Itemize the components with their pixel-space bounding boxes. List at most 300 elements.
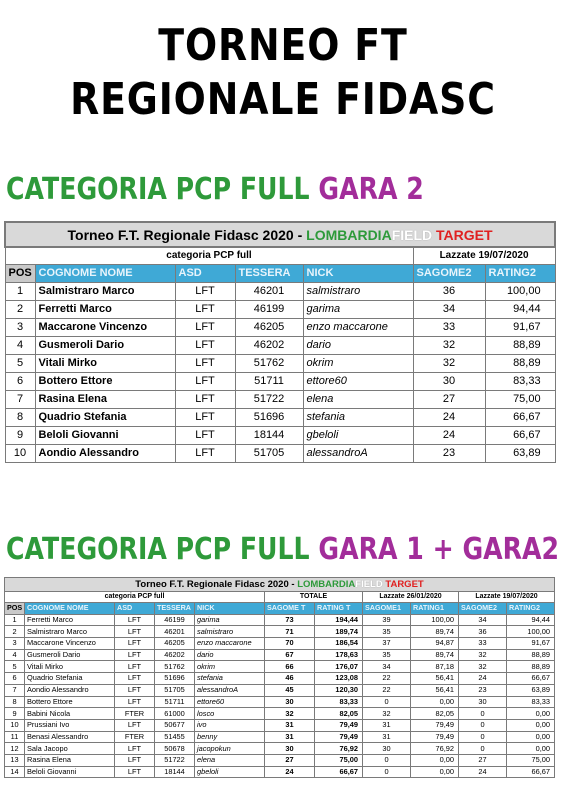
header-pos: POS <box>5 264 35 282</box>
cell-rating1: 0,00 <box>411 766 459 778</box>
section-title-gara-2 <box>6 173 424 207</box>
header-sagome-t: SAGOME T <box>265 603 315 615</box>
cell-rating-t: 66,67 <box>315 766 363 778</box>
cell-asd: LFT <box>115 743 155 755</box>
header-sagome1: SAGOME1 <box>363 603 411 615</box>
header-sagome: SAGOME2 <box>413 264 485 282</box>
cell-sagome2: 0 <box>459 708 507 720</box>
cell-rating: 88,89 <box>485 336 555 354</box>
cell-nick: gbeloli <box>303 426 413 444</box>
cell-name: Rasina Elena <box>35 390 175 408</box>
table-header-row <box>5 603 555 615</box>
cell-tessera: 51762 <box>155 661 195 673</box>
cell-nick: alessandroA <box>195 684 265 696</box>
cell-nick: stefania <box>195 673 265 685</box>
date-label: Lazzate 19/07/2020 <box>413 247 555 264</box>
table-row <box>5 390 555 408</box>
cell-name: Prussiani Ivo <box>25 719 115 731</box>
cell-name: Salmistraro Marco <box>25 626 115 638</box>
cell-sagome: 34 <box>413 300 485 318</box>
cell-rating2: 0,00 <box>507 719 555 731</box>
header-rating: RATING2 <box>485 264 555 282</box>
table-body <box>5 614 555 778</box>
cell-sagome2: 34 <box>459 614 507 626</box>
cell-sagome2: 36 <box>459 626 507 638</box>
cell-tessera: 46202 <box>235 336 303 354</box>
header-nick: NICK <box>303 264 413 282</box>
cell-rating1: 79,49 <box>411 719 459 731</box>
cell-rating1: 82,05 <box>411 708 459 720</box>
cell-sagome1: 22 <box>363 684 411 696</box>
table-row <box>5 336 555 354</box>
table-meta-row <box>5 592 555 603</box>
table-row <box>5 649 555 661</box>
cell-tessera: 51705 <box>155 684 195 696</box>
cell-nick: ettore60 <box>195 696 265 708</box>
cell-sagome1: 22 <box>363 673 411 685</box>
cell-sagome-t: 24 <box>265 766 315 778</box>
cell-asd: LFT <box>115 638 155 650</box>
cell-name: Beloli Giovanni <box>35 426 175 444</box>
cell-asd: LFT <box>115 754 155 766</box>
cell-nick: okrim <box>303 354 413 372</box>
table-row <box>5 696 555 708</box>
cell-name: Aondio Alessandro <box>35 444 175 462</box>
cell-sagome1: 30 <box>363 743 411 755</box>
cell-tessera: 46205 <box>235 318 303 336</box>
title-target: TARGET <box>436 226 493 243</box>
title-target: TARGET <box>385 578 424 590</box>
table-row <box>5 626 555 638</box>
cell-sagome: 36 <box>413 282 485 300</box>
cell-asd: LFT <box>175 390 235 408</box>
cell-rating1: 0,00 <box>411 754 459 766</box>
cell-sagome1: 39 <box>363 614 411 626</box>
cell-tessera: 50677 <box>155 719 195 731</box>
cell-sagome1: 0 <box>363 696 411 708</box>
cell-tessera: 18144 <box>235 426 303 444</box>
cell-rating2: 94,44 <box>507 614 555 626</box>
cell-pos: 11 <box>5 731 25 743</box>
table-header-row <box>5 264 555 282</box>
table-row <box>5 372 555 390</box>
cell-name: Sala Jacopo <box>25 743 115 755</box>
cell-nick: dario <box>303 336 413 354</box>
category-label: categoria PCP full <box>5 247 413 264</box>
cell-rating: 91,67 <box>485 318 555 336</box>
cell-name: Maccarone Vincenzo <box>35 318 175 336</box>
header-asd: ASD <box>115 603 155 615</box>
cell-pos: 8 <box>5 696 25 708</box>
category-label: categoria PCP full <box>5 592 265 603</box>
table-row <box>5 673 555 685</box>
table-row <box>5 408 555 426</box>
cell-name: Aondio Alessandro <box>25 684 115 696</box>
cell-nick: stefania <box>303 408 413 426</box>
cell-rating: 94,44 <box>485 300 555 318</box>
section-title-suffix: GARA 1 + GARA2 <box>318 532 560 567</box>
cell-rating: 66,67 <box>485 408 555 426</box>
cell-rating-t: 82,05 <box>315 708 363 720</box>
cell-name: Ferretti Marco <box>35 300 175 318</box>
cell-asd: LFT <box>115 673 155 685</box>
header-rating1: RATING1 <box>411 603 459 615</box>
results-table-gara-2 <box>4 221 556 463</box>
cell-tessera: 51762 <box>235 354 303 372</box>
header-nick: NICK <box>195 603 265 615</box>
cell-nick: garima <box>195 614 265 626</box>
cell-nick: elena <box>195 754 265 766</box>
cell-rating-t: 176,07 <box>315 661 363 673</box>
cell-nick: alessandroA <box>303 444 413 462</box>
header-name: COGNOME NOME <box>25 603 115 615</box>
cell-tessera: 51455 <box>155 731 195 743</box>
table-title-row <box>5 578 555 592</box>
cell-sagome-t: 30 <box>265 696 315 708</box>
table-title-text: Torneo F.T. Regionale Fidasc 2020 - <box>67 226 307 243</box>
cell-sagome1: 31 <box>363 731 411 743</box>
cell-rating1: 100,00 <box>411 614 459 626</box>
table-row <box>5 426 555 444</box>
table-row <box>5 731 555 743</box>
cell-sagome-t: 67 <box>265 649 315 661</box>
section-title-gara-1-2 <box>6 533 559 567</box>
cell-name: Ferretti Marco <box>25 614 115 626</box>
cell-pos: 8 <box>5 408 35 426</box>
cell-tessera: 18144 <box>155 766 195 778</box>
cell-tessera: 51696 <box>235 408 303 426</box>
title-lombardia: LOMBARDIA <box>297 578 356 590</box>
cell-rating2: 63,89 <box>507 684 555 696</box>
cell-rating-t: 75,00 <box>315 754 363 766</box>
cell-rating2: 100,00 <box>507 626 555 638</box>
table-row <box>5 282 555 300</box>
header-rating2: RATING2 <box>507 603 555 615</box>
cell-asd: LFT <box>175 336 235 354</box>
header-sagome2: SAGOME2 <box>459 603 507 615</box>
cell-rating1: 56,41 <box>411 673 459 685</box>
cell-sagome: 24 <box>413 426 485 444</box>
table-row <box>5 684 555 696</box>
cell-tessera: 46201 <box>155 626 195 638</box>
cell-tessera: 46199 <box>235 300 303 318</box>
cell-sagome1: 35 <box>363 649 411 661</box>
cell-rating1: 79,49 <box>411 731 459 743</box>
cell-rating2: 66,67 <box>507 673 555 685</box>
cell-sagome: 32 <box>413 336 485 354</box>
cell-tessera: 51711 <box>235 372 303 390</box>
cell-rating-t: 189,74 <box>315 626 363 638</box>
date1-label: Lazzate 26/01/2020 <box>363 592 459 603</box>
page-title-line-2: REGIONALE FIDASC <box>70 74 496 125</box>
cell-tessera: 61000 <box>155 708 195 720</box>
cell-asd: LFT <box>175 426 235 444</box>
cell-name: Vitali Mirko <box>25 661 115 673</box>
cell-rating2: 91,67 <box>507 638 555 650</box>
cell-pos: 14 <box>5 766 25 778</box>
cell-name: Babini Nicola <box>25 708 115 720</box>
cell-rating-t: 120,30 <box>315 684 363 696</box>
cell-sagome-t: 46 <box>265 673 315 685</box>
table-row <box>5 614 555 626</box>
cell-name: Maccarone Vincenzo <box>25 638 115 650</box>
cell-asd: LFT <box>115 649 155 661</box>
cell-rating1: 89,74 <box>411 649 459 661</box>
cell-rating2: 75,00 <box>507 754 555 766</box>
cell-tessera: 46199 <box>155 614 195 626</box>
cell-rating-t: 194,44 <box>315 614 363 626</box>
cell-rating-t: 79,49 <box>315 731 363 743</box>
cell-sagome: 23 <box>413 444 485 462</box>
results-table-combined <box>4 577 555 778</box>
header-pos: POS <box>5 603 25 615</box>
table-row <box>5 719 555 731</box>
cell-asd: FTER <box>115 708 155 720</box>
cell-nick: ettore60 <box>303 372 413 390</box>
cell-name: Gusmeroli Dario <box>25 649 115 661</box>
table-row <box>5 743 555 755</box>
table-title-text: Torneo F.T. Regionale Fidasc 2020 - <box>135 578 298 590</box>
cell-asd: LFT <box>115 766 155 778</box>
cell-rating2: 0,00 <box>507 743 555 755</box>
cell-rating2: 88,89 <box>507 649 555 661</box>
totale-label: TOTALE <box>265 592 363 603</box>
cell-pos: 4 <box>5 649 25 661</box>
cell-sagome2: 24 <box>459 673 507 685</box>
cell-sagome-t: 31 <box>265 719 315 731</box>
cell-sagome-t: 71 <box>265 626 315 638</box>
cell-sagome-t: 73 <box>265 614 315 626</box>
cell-asd: LFT <box>175 444 235 462</box>
cell-tessera: 46205 <box>155 638 195 650</box>
cell-rating2: 66,67 <box>507 766 555 778</box>
cell-sagome1: 0 <box>363 766 411 778</box>
cell-sagome-t: 27 <box>265 754 315 766</box>
cell-sagome1: 35 <box>363 626 411 638</box>
cell-sagome-t: 32 <box>265 708 315 720</box>
cell-asd: LFT <box>115 626 155 638</box>
cell-sagome: 24 <box>413 408 485 426</box>
section-title-prefix: CATEGORIA PCP FULL <box>6 532 319 567</box>
cell-nick: gbeloli <box>195 766 265 778</box>
cell-pos: 1 <box>5 282 35 300</box>
cell-name: Salmistraro Marco <box>35 282 175 300</box>
table-meta-row <box>5 247 555 264</box>
cell-tessera: 50678 <box>155 743 195 755</box>
cell-asd: LFT <box>115 719 155 731</box>
cell-rating1: 94,87 <box>411 638 459 650</box>
cell-asd: LFT <box>115 614 155 626</box>
cell-rating-t: 186,54 <box>315 638 363 650</box>
section-title-prefix: CATEGORIA PCP FULL <box>6 172 319 207</box>
cell-nick: elena <box>303 390 413 408</box>
cell-pos: 2 <box>5 626 25 638</box>
date2-label: Lazzate 19/07/2020 <box>459 592 555 603</box>
cell-tessera: 46202 <box>155 649 195 661</box>
table-title <box>5 222 555 247</box>
cell-rating1: 89,74 <box>411 626 459 638</box>
cell-pos: 10 <box>5 719 25 731</box>
cell-rating: 66,67 <box>485 426 555 444</box>
table-row <box>5 300 555 318</box>
header-asd: ASD <box>175 264 235 282</box>
cell-asd: LFT <box>175 300 235 318</box>
cell-pos: 6 <box>5 673 25 685</box>
cell-name: Bottero Ettore <box>25 696 115 708</box>
table-row <box>5 318 555 336</box>
cell-rating2: 83,33 <box>507 696 555 708</box>
cell-pos: 6 <box>5 372 35 390</box>
cell-rating2: 0,00 <box>507 731 555 743</box>
cell-nick: ivo <box>195 719 265 731</box>
cell-rating: 88,89 <box>485 354 555 372</box>
section-title-suffix: GARA 2 <box>318 172 424 207</box>
cell-pos: 7 <box>5 390 35 408</box>
cell-asd: LFT <box>115 661 155 673</box>
header-rating-t: RATING T <box>315 603 363 615</box>
cell-name: Quadrio Stefania <box>35 408 175 426</box>
cell-pos: 12 <box>5 743 25 755</box>
cell-sagome-t: 31 <box>265 731 315 743</box>
table-row <box>5 708 555 720</box>
cell-asd: LFT <box>175 372 235 390</box>
cell-sagome2: 32 <box>459 649 507 661</box>
cell-rating-t: 83,33 <box>315 696 363 708</box>
cell-name: Beloli Giovanni <box>25 766 115 778</box>
cell-sagome2: 32 <box>459 661 507 673</box>
cell-rating-t: 76,92 <box>315 743 363 755</box>
cell-sagome1: 37 <box>363 638 411 650</box>
cell-rating1: 87,18 <box>411 661 459 673</box>
cell-sagome-t: 30 <box>265 743 315 755</box>
cell-sagome: 30 <box>413 372 485 390</box>
header-tessera: TESSERA <box>155 603 195 615</box>
table-title-row <box>5 222 555 247</box>
header-name: COGNOME NOME <box>35 264 175 282</box>
cell-sagome: 33 <box>413 318 485 336</box>
cell-sagome-t: 70 <box>265 638 315 650</box>
cell-rating-t: 79,49 <box>315 719 363 731</box>
cell-rating2: 0,00 <box>507 708 555 720</box>
cell-pos: 5 <box>5 661 25 673</box>
cell-sagome2: 0 <box>459 731 507 743</box>
cell-pos: 5 <box>5 354 35 372</box>
cell-asd: LFT <box>175 354 235 372</box>
cell-asd: LFT <box>175 282 235 300</box>
cell-nick: jacopokun <box>195 743 265 755</box>
cell-rating: 63,89 <box>485 444 555 462</box>
table-row <box>5 661 555 673</box>
cell-sagome1: 0 <box>363 754 411 766</box>
cell-pos: 3 <box>5 638 25 650</box>
cell-nick: enzo maccarone <box>303 318 413 336</box>
cell-rating1: 76,92 <box>411 743 459 755</box>
title-lombardia: LOMBARDIA <box>306 226 392 243</box>
cell-sagome1: 34 <box>363 661 411 673</box>
cell-sagome2: 0 <box>459 743 507 755</box>
cell-nick: dario <box>195 649 265 661</box>
table-row <box>5 766 555 778</box>
header-tessera: TESSERA <box>235 264 303 282</box>
cell-rating: 83,33 <box>485 372 555 390</box>
cell-name: Quadrio Stefania <box>25 673 115 685</box>
cell-pos: 3 <box>5 318 35 336</box>
cell-pos: 4 <box>5 336 35 354</box>
title-field: FIELD <box>355 578 383 590</box>
cell-name: Vitali Mirko <box>35 354 175 372</box>
cell-name: Gusmeroli Dario <box>35 336 175 354</box>
cell-pos: 9 <box>5 426 35 444</box>
cell-name: Bottero Ettore <box>35 372 175 390</box>
cell-rating-t: 178,63 <box>315 649 363 661</box>
cell-nick: garima <box>303 300 413 318</box>
page-title-line-1: TORNEO FT <box>158 20 408 71</box>
table-body <box>5 282 555 462</box>
cell-rating1: 56,41 <box>411 684 459 696</box>
cell-nick: salmistraro <box>195 626 265 638</box>
cell-asd: LFT <box>175 318 235 336</box>
cell-rating: 75,00 <box>485 390 555 408</box>
cell-rating-t: 123,08 <box>315 673 363 685</box>
table-title <box>5 578 555 592</box>
cell-tessera: 51696 <box>155 673 195 685</box>
table-row <box>5 754 555 766</box>
cell-nick: enzo maccarone <box>195 638 265 650</box>
cell-tessera: 51722 <box>235 390 303 408</box>
table-row <box>5 354 555 372</box>
cell-sagome-t: 45 <box>265 684 315 696</box>
cell-tessera: 51711 <box>155 696 195 708</box>
cell-nick: benny <box>195 731 265 743</box>
cell-sagome2: 33 <box>459 638 507 650</box>
cell-sagome: 32 <box>413 354 485 372</box>
cell-pos: 9 <box>5 708 25 720</box>
cell-sagome1: 31 <box>363 719 411 731</box>
cell-sagome2: 23 <box>459 684 507 696</box>
cell-tessera: 51722 <box>155 754 195 766</box>
cell-sagome: 27 <box>413 390 485 408</box>
cell-asd: LFT <box>115 696 155 708</box>
cell-sagome-t: 66 <box>265 661 315 673</box>
cell-tessera: 51705 <box>235 444 303 462</box>
cell-rating: 100,00 <box>485 282 555 300</box>
table-row <box>5 638 555 650</box>
cell-nick: salmistraro <box>303 282 413 300</box>
cell-name: Benasi Alessandro <box>25 731 115 743</box>
cell-sagome2: 27 <box>459 754 507 766</box>
title-field: FIELD <box>391 226 433 243</box>
cell-rating2: 88,89 <box>507 661 555 673</box>
cell-nick: okrim <box>195 661 265 673</box>
cell-name: Rasina Elena <box>25 754 115 766</box>
cell-asd: LFT <box>175 408 235 426</box>
cell-sagome2: 24 <box>459 766 507 778</box>
cell-pos: 2 <box>5 300 35 318</box>
cell-nick: losco <box>195 708 265 720</box>
cell-pos: 13 <box>5 754 25 766</box>
cell-asd: LFT <box>115 684 155 696</box>
cell-asd: FTER <box>115 731 155 743</box>
cell-sagome1: 32 <box>363 708 411 720</box>
cell-sagome2: 0 <box>459 719 507 731</box>
table-row <box>5 444 555 462</box>
cell-rating1: 0,00 <box>411 696 459 708</box>
cell-sagome2: 30 <box>459 696 507 708</box>
cell-pos: 10 <box>5 444 35 462</box>
cell-pos: 1 <box>5 614 25 626</box>
cell-pos: 7 <box>5 684 25 696</box>
cell-tessera: 46201 <box>235 282 303 300</box>
